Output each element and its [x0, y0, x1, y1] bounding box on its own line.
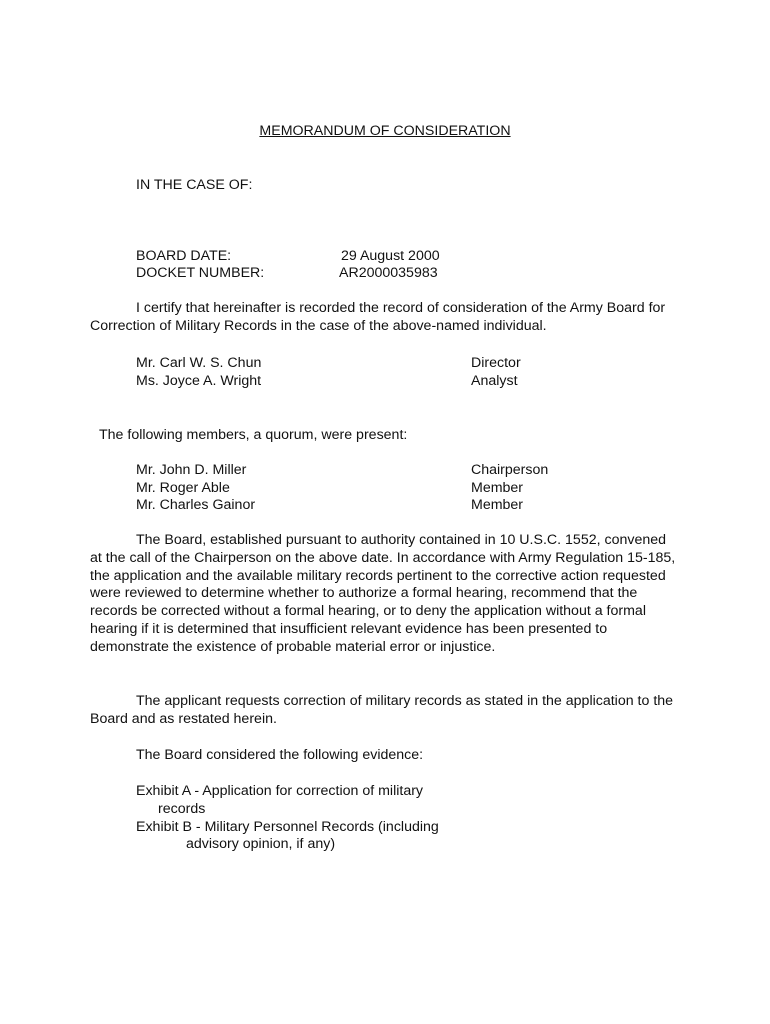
document-title: MEMORANDUM OF CONSIDERATION: [259, 123, 511, 139]
staff-role: Director: [471, 355, 521, 371]
exhibit-b: Exhibit B - Military Personnel Records (including: [136, 819, 439, 835]
exhibit-a: Exhibit A - Application for correction of military: [136, 783, 424, 799]
staff-name: Mr. Carl W. S. Chun: [136, 355, 262, 371]
board-date-value: 29 August 2000: [341, 248, 440, 264]
docket-number-value: AR2000035983: [339, 265, 438, 281]
docket-number-label: DOCKET NUMBER:: [136, 265, 265, 281]
applicant-request-paragraph: The applicant requests correction of military records as stated in the application to the Board and as restated herein.: [90, 693, 674, 727]
case-label: IN THE CASE OF:: [136, 177, 253, 193]
exhibit-a-continuation: records: [158, 801, 206, 817]
member-name: Mr. John D. Miller: [136, 462, 247, 478]
quorum-statement: The following members, a quorum, were present:: [99, 427, 408, 443]
member-name: Mr. Roger Able: [136, 480, 230, 496]
member-name: Mr. Charles Gainor: [136, 497, 256, 513]
staff-role: Analyst: [471, 373, 518, 389]
exhibit-b-continuation: advisory opinion, if any): [186, 836, 336, 852]
member-role: Member: [471, 480, 524, 496]
certify-paragraph: I certify that hereinafter is recorded the record of consideration of the Army Board for Correction of Military Records in the case of the above-named individual.: [90, 300, 666, 334]
board-date-label: BOARD DATE:: [136, 248, 232, 264]
member-role: Member: [471, 497, 524, 513]
member-role: Chairperson: [471, 462, 549, 478]
board-authority-paragraph: The Board, established pursuant to authority contained in 10 U.S.C. 1552, convened at the call of the Chairperson on the above date. In accordance with Army Regulation 15-185, the application and the available military records pertinent to the corrective action requested were reviewed to determine whether to authorize a formal hearing, recommend that the records be corrected without a formal hearing, or to deny the application without a formal hearing if it is determined that insufficient relevant evidence has been presented to demonstrate the existence of probable material error or injustice.: [90, 532, 676, 655]
staff-name: Ms. Joyce A. Wright: [136, 373, 262, 389]
evidence-intro: The Board considered the following evidence:: [136, 747, 424, 763]
